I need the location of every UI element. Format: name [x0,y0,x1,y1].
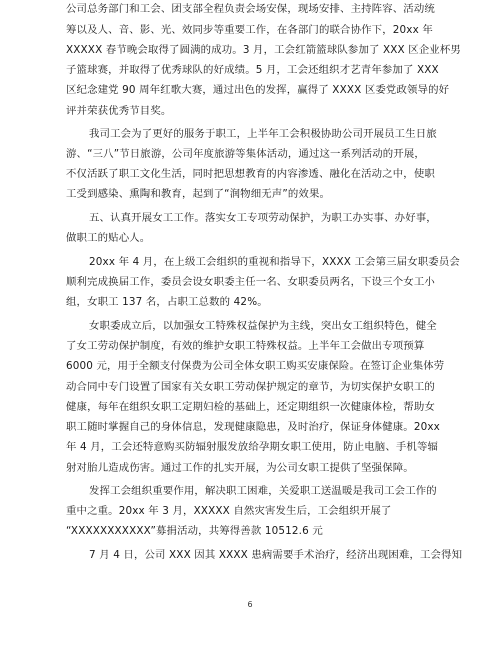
text-line: 7 月 4 日，公司 XXX 因其 XXXX 患病需要手术治疗，经济出现困难，工会得知 [89,549,463,561]
text-line: 顺利完成换届工作，委员会设女职委主任一名、女职委员两名，下设三个女工小 [66,276,435,288]
text-line: 6000 元，用于全额支付保费为公司全体女职工购买安康保险。在签订企业集体劳 [66,360,445,372]
text-line: “XXXXXXXXXXX”募捐活动，共筹得善款 10512.6 元 [66,525,323,537]
text-line: 五、认真开展女工工作。落实女工专项劳动保护，为职工办实事、办好事， [89,212,437,224]
text-line: 年 4 月，工会还特意购买防辐射服发放给孕期女职工使用，防止电脑、手机等辐 [66,441,439,453]
text-line: 职工随时掌握自己的身体信息，发现健康隐患，及时治疗，保证身体健康。20xx [66,421,440,433]
text-line: 重中之重。20xx 年 3 月，XXXXX 自然灾害发生后，工会组织开展了 [66,505,392,517]
text-line: 筹以及人、音、影、光、效同步等重要工作，在各部门的联合协作下，20xx 年 [66,24,433,36]
text-line: 游、“三八”节日旅游，公司年度旅游等集体活动，通过这一系列活动的开展， [66,148,425,160]
text-line: 工受到感染、熏陶和教育，起到了“润物细无声”的效果。 [66,188,331,200]
text-line: 做职工的贴心人。 [66,232,151,244]
page-number: 6 [247,600,253,609]
text-line: 我司工会为了更好的服务于职工，上半年工会积极协助公司开展员工生日旅 [89,128,437,140]
text-line: 公司总务部门和工会、团支部全程负责会场安保，现场安排、主持阵容、活动统 [66,3,435,15]
text-line: 射对胎儿造成伤害。通过工作的扎实开展，为公司女职工提供了坚强保障。 [66,462,414,474]
text-line: 了女工劳动保护制度，有效的维护女职工特殊权益。上半年工会做出专项预算 [66,340,425,352]
text-line: 健康，每年在组织女职工定期妇检的基础上，还定期组织一次健康体检，帮助女 [66,401,435,413]
text-line: 评并荣获优秀节目奖。 [66,105,172,117]
text-line: 女职委成立后，以加强女工特殊权益保护为主线，突出女工组织特色，健全 [89,320,437,332]
text-line: 区纪念建党 90 周年红歌大赛，通过出色的发挥，赢得了 XXXX 区委党政领导的好 [66,84,450,96]
text-line: 动合同中专门设置了国家有关女职工劳动保护规定的章节，为切实保护女职工的 [66,381,435,393]
text-line: 不仅活跃了职工文化生活，同时把思想教育的内容渗透、融化在活动之中，使职 [66,168,435,180]
text-line: 组，女职工 137 名，占职工总数的 42%。 [66,296,268,308]
text-line: XXXXX 春节晚会取得了圆满的成功。3 月，工会红箭篮球队参加了 XXX 区企业杯男 [66,44,461,56]
text-line: 子篮球赛，并取得了优秀球队的好成绩。5 月，工会还组织才艺青年参加了 XXX [66,64,439,76]
text-line: 发挥工会组织重要作用，解决职工困难，关爱职工送温暖是我司工会工作的 [89,485,437,497]
text-line: 20xx 年 4 月，在上级工会组织的重视和指导下，XXXX 工会第三届女职委员会 [89,256,460,268]
